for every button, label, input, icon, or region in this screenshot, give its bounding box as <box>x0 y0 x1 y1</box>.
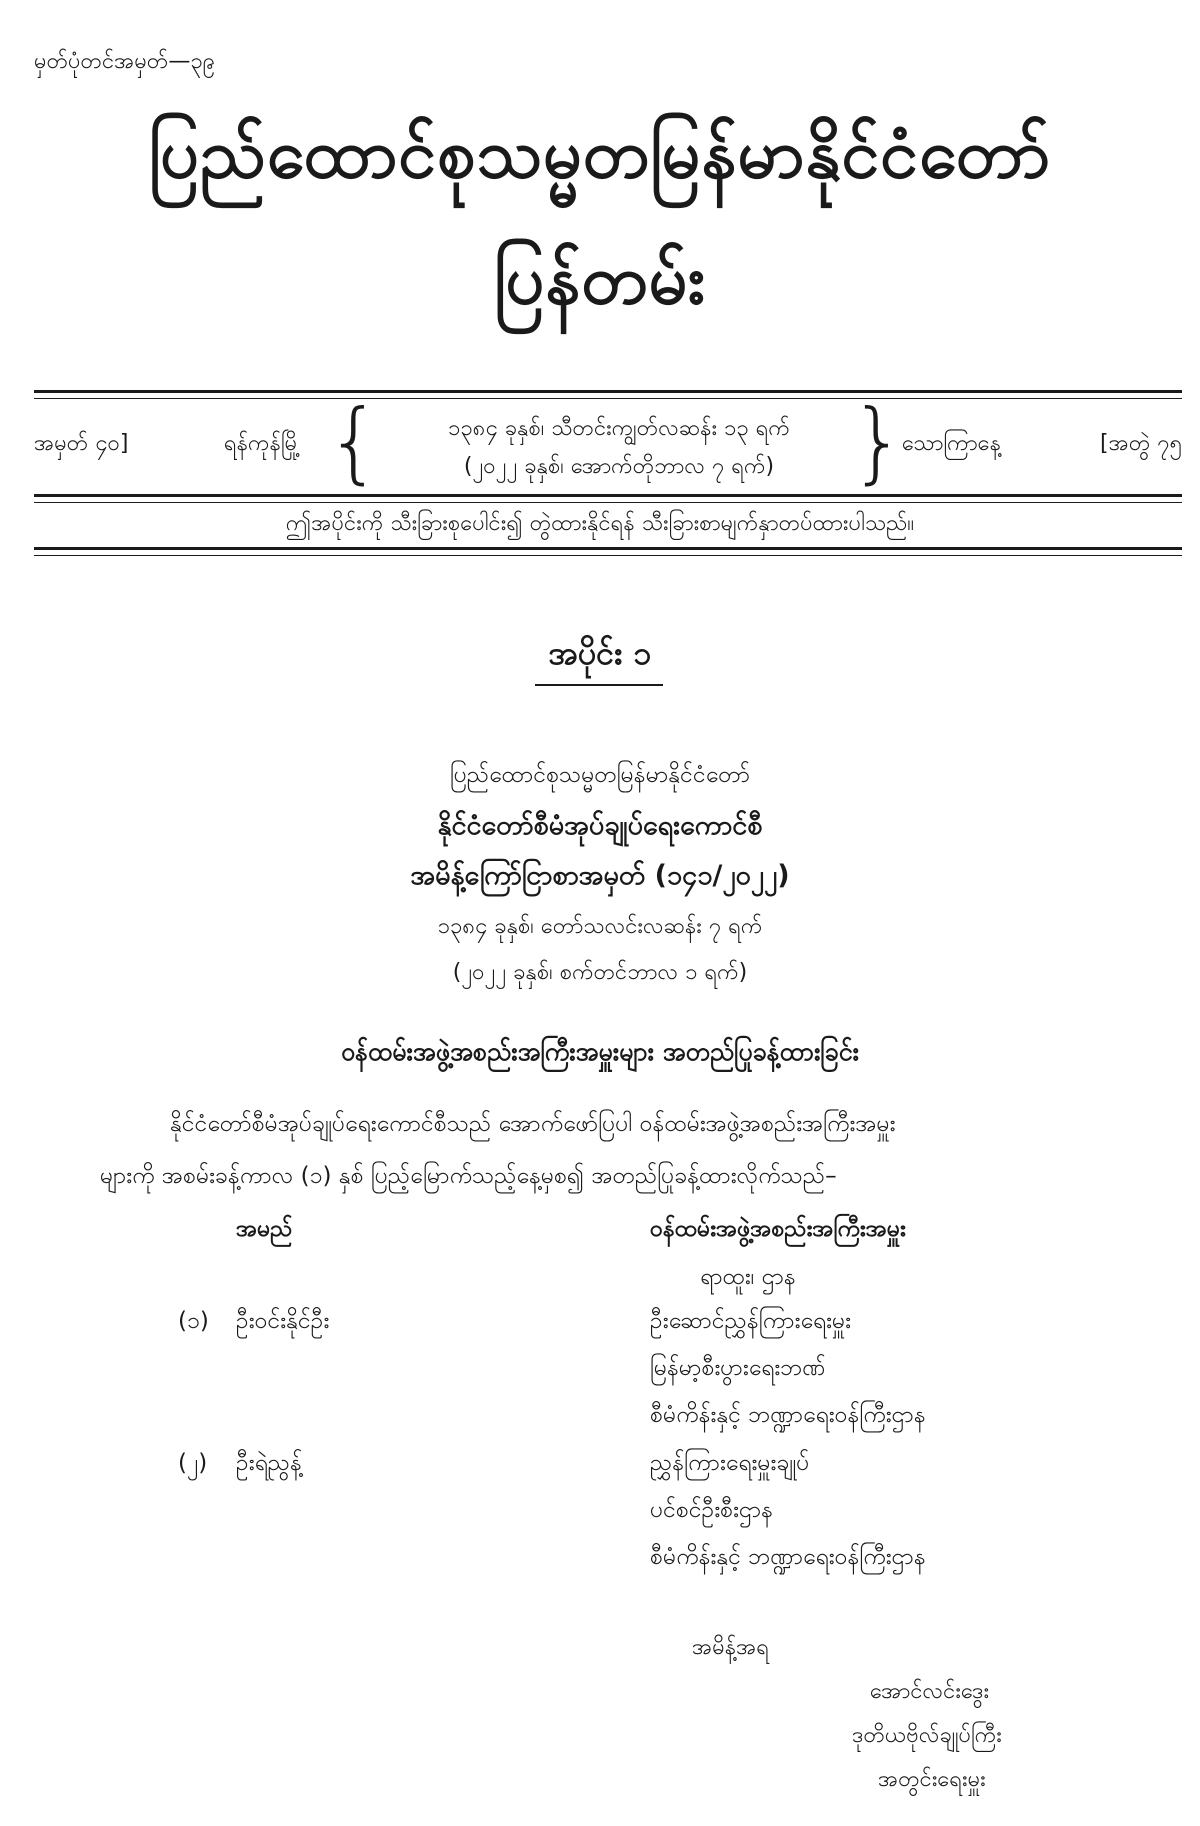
issue-city: ရန်ကုန်မြို့ <box>224 431 301 456</box>
part-underline <box>535 684 663 686</box>
issue-date-myanmar: ၁၃၈၄ ခုနှစ်၊ သီတင်းကျွတ်လဆန်း ၁၃ ရက် <box>448 416 790 441</box>
issue-date-gregorian: (၂၀၂၂ ခုနှစ်၊ အောက်တိုဘာလ ၇ ရက်) <box>463 454 775 479</box>
table-row-index: (၁) <box>178 1308 209 1334</box>
gazette-title-state: ပြည်ထောင်စုသမ္မတမြန်မာနိုင်ငံတော် <box>148 115 1052 194</box>
issue-volume: [အတွဲ ၇၅ <box>1100 431 1182 456</box>
order-date-gregorian: (၂၀၂၂ ခုနှစ်၊ စက်တင်ဘာလ ၁ ရက်) <box>452 960 748 985</box>
left-brace: { <box>326 390 382 493</box>
column-subheader-department: ရာထူး၊ ဌာန <box>700 1264 796 1290</box>
separate-pages-notice: ဤအပိုင်းကို သီးခြားစုပေါင်း၍ တွဲထားနိုင်ရန် သီးခြားစာမျက်နှာတပ်ထားပါသည်။ <box>285 511 915 536</box>
column-header-position: ဝန်ထမ်းအဖွဲ့အစည်းအကြီးအမှူး <box>650 1216 906 1242</box>
issue-dates <box>384 410 854 486</box>
issue-info-row <box>34 390 1182 494</box>
order-date-myanmar: ၁၃၈၄ ခုနှစ်၊ တော်သလင်းလဆန်း ၇ ရက် <box>437 914 763 939</box>
by-order-line: အမိန့်အရ <box>692 1635 769 1660</box>
body-paragraph-line2: များကို အစမ်းခန့်ကာလ (၁) နှစ် ပြည့်မြောက်သည့်နေ့မှစ၍ အတည်ပြုခန့်ထားလိုက်သည်– <box>100 1163 837 1189</box>
table-row-ministry: စီမံကိန်းနှင့် ဘဏ္ဍာရေးဝန်ကြီးဌာန <box>650 1402 926 1428</box>
divider-bottom <box>34 547 1182 556</box>
signatory-office: အတွင်းရေးမှူး <box>878 1767 986 1792</box>
issuer-council: နိုင်ငံတော်စီမံအုပ်ချုပ်ရေးကောင်စီ <box>437 810 763 841</box>
table-row-position: ညွှန်ကြားရေးမှူးချုပ် <box>650 1450 810 1476</box>
table-row-name: ဦးဝင်းနိုင်ဦး <box>236 1308 330 1334</box>
table-row-organization: ပင်စင်ဦးစီးဌာန <box>650 1497 774 1523</box>
gazette-title: ပြန်တမ်း <box>494 241 706 320</box>
issuer-state: ပြည်ထောင်စုသမ္မတမြန်မာနိုင်ငံတော် <box>449 762 751 788</box>
right-brace: } <box>850 390 906 493</box>
column-header-name: အမည် <box>236 1216 293 1242</box>
divider-top <box>34 390 1182 399</box>
registration-number: မှတ်ပုံတင်အမှတ်—၃၉ <box>34 49 216 74</box>
table-row-ministry: စီမံကိန်းနှင့် ဘဏ္ဍာရေးဝန်ကြီးဌာန <box>650 1544 926 1570</box>
body-paragraph-line1: နိုင်ငံတော်စီမံအုပ်ချုပ်ရေးကောင်စီသည် အောက်ဖော်ပြပါ ဝန်ထမ်းအဖွဲ့အစည်းအကြီးအမှူး <box>170 1111 896 1137</box>
issue-number: အမှတ် ၄၀] <box>34 431 129 456</box>
table-row-organization: မြန်မာ့စီးပွားရေးဘဏ် <box>650 1355 826 1381</box>
table-row-index: (၂) <box>178 1450 208 1476</box>
table-row-name: ဦးရဲညွန့် <box>236 1450 302 1476</box>
table-row-position: ဦးဆောင်ညွှန်ကြားရေးမှူး <box>650 1308 851 1334</box>
order-number: အမိန့်ကြော်ငြာစာအမှတ် (၁၄၁/၂၀၂၂) <box>410 860 790 891</box>
signatory-rank: ဒုတိယဗိုလ်ချုပ်ကြီး <box>852 1723 1002 1748</box>
part-heading: အပိုင်း ၁ <box>548 634 652 672</box>
order-subject: ဝန်ထမ်းအဖွဲ့အစည်းအကြီးအမှူးများ အတည်ပြုခန့်ထားခြင်း <box>341 1037 859 1066</box>
issue-weekday: သောကြာနေ့ <box>902 431 1001 456</box>
divider-middle <box>34 494 1182 503</box>
signatory-name: အောင်လင်းဒွေး <box>870 1679 990 1704</box>
